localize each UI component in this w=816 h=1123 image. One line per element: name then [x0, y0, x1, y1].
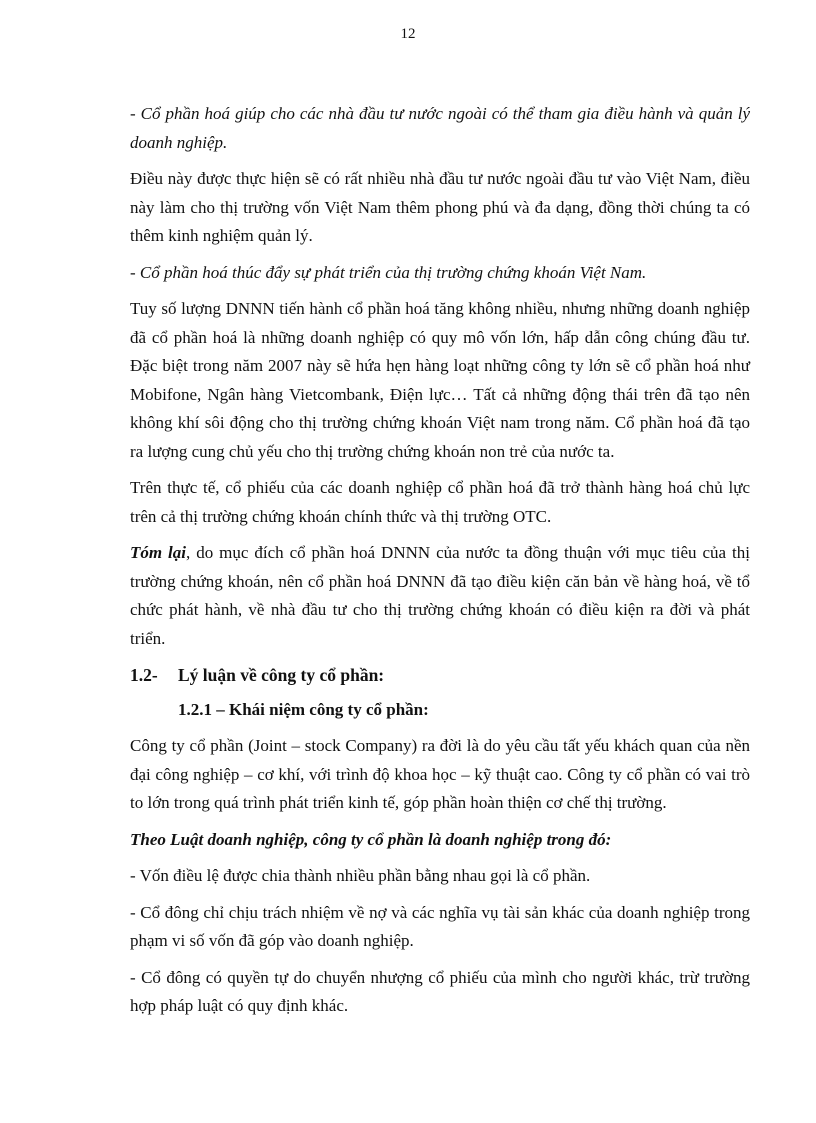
document-body [130, 100, 750, 1029]
section-number: 1.2- [130, 665, 158, 685]
section-heading-1-2 [130, 661, 750, 690]
subsection-heading-1-2-1: 1.2.1 – Khái niệm công ty cổ phần: [178, 699, 429, 719]
paragraph-summary [130, 539, 750, 653]
section-title: Lý luận về công ty cổ phần: [178, 665, 385, 685]
summary-text: , do mục đích cổ phần hoá DNNN của nước ta đồng thuận với mục tiêu của thị trường chứng khoán, nên cổ phần hoá DNNN đã tạo điều kiện căn bản về hàng hoá, về tổ chức phát hành, về nhà đầu tư cho thị trường chứng khoán có điều kiện ra đời và phát triển. [130, 543, 750, 648]
paragraph-law-intro: Theo Luật doanh nghiệp, công ty cổ phần là doanh nghiệp trong đó: [130, 829, 612, 849]
page-number: 12 [400, 26, 416, 42]
paragraph-dnnn-equitization: Tuy số lượng DNNN tiến hành cổ phần hoá tăng không nhiều, nhưng những doanh nghiệp đã cổ phần hoá là những doanh nghiệp có quy mô vốn lớn, hấp dẫn công chúng đầu tư. Đặc biệt trong năm 2007 này sẽ hứa hẹn hàng loạt những công ty lớn sẽ cổ phần hoá như Mobifone, Ngân hàng Vietcombank, Điện lực… Tất cả những động thái trên đã tạo nên không khí sôi động cho thị trường chứng khoán Việt nam trong năm. Cổ phần hoá đã tạo ra lượng cung chủ yếu cho thị trường chứng khoán non trẻ của nước ta. [130, 299, 750, 461]
list-item-charter-capital: - Vốn điều lệ được chia thành nhiều phần bằng nhau gọi là cổ phần. [130, 866, 591, 885]
list-item-shareholder-liability: - Cổ đông chỉ chịu trách nhiệm về nợ và các nghĩa vụ tài sản khác của doanh nghiệp trong phạm vi số vốn đã góp vào doanh nghiệp. [130, 902, 750, 950]
paragraph-capital-market: Điều này được thực hiện sẽ có rất nhiều nhà đầu tư nước ngoài đầu tư vào Việt Nam, điều này làm cho thị trường vốn Việt Nam thêm phong phú và đa dạng, đồng thời chúng ta có thêm kinh nghiệm quản lý. [130, 169, 750, 245]
summary-lead: Tóm lại [130, 543, 186, 562]
paragraph-foreign-investors: - Cổ phần hoá giúp cho các nhà đầu tư nước ngoài có thể tham gia điều hành và quản lý doanh nghiệp. [130, 104, 750, 152]
paragraph-stock-market-growth: - Cổ phần hoá thúc đẩy sự phát triển của thị trường chứng khoán Việt Nam. [130, 262, 647, 282]
paragraph-otc: Trên thực tế, cổ phiếu của các doanh nghiệp cổ phần hoá đã trở thành hàng hoá chủ lực trên cả thị trường chứng khoán chính thức và thị trường OTC. [130, 478, 750, 526]
list-item-share-transfer: - Cổ đông có quyền tự do chuyển nhượng cổ phiếu của mình cho người khác, trừ trường hợp pháp luật có quy định khác. [130, 967, 750, 1015]
paragraph-joint-stock-definition: Công ty cổ phần (Joint – stock Company) ra đời là do yêu cầu tất yếu khách quan của nền đại công nghiệp – cơ khí, với trình độ khoa học – kỹ thuật cao. Công ty cổ phần có vai trò to lớn trong quá trình phát triển kinh tế, góp phần hoàn thiện cơ chế thị trường. [130, 736, 750, 812]
